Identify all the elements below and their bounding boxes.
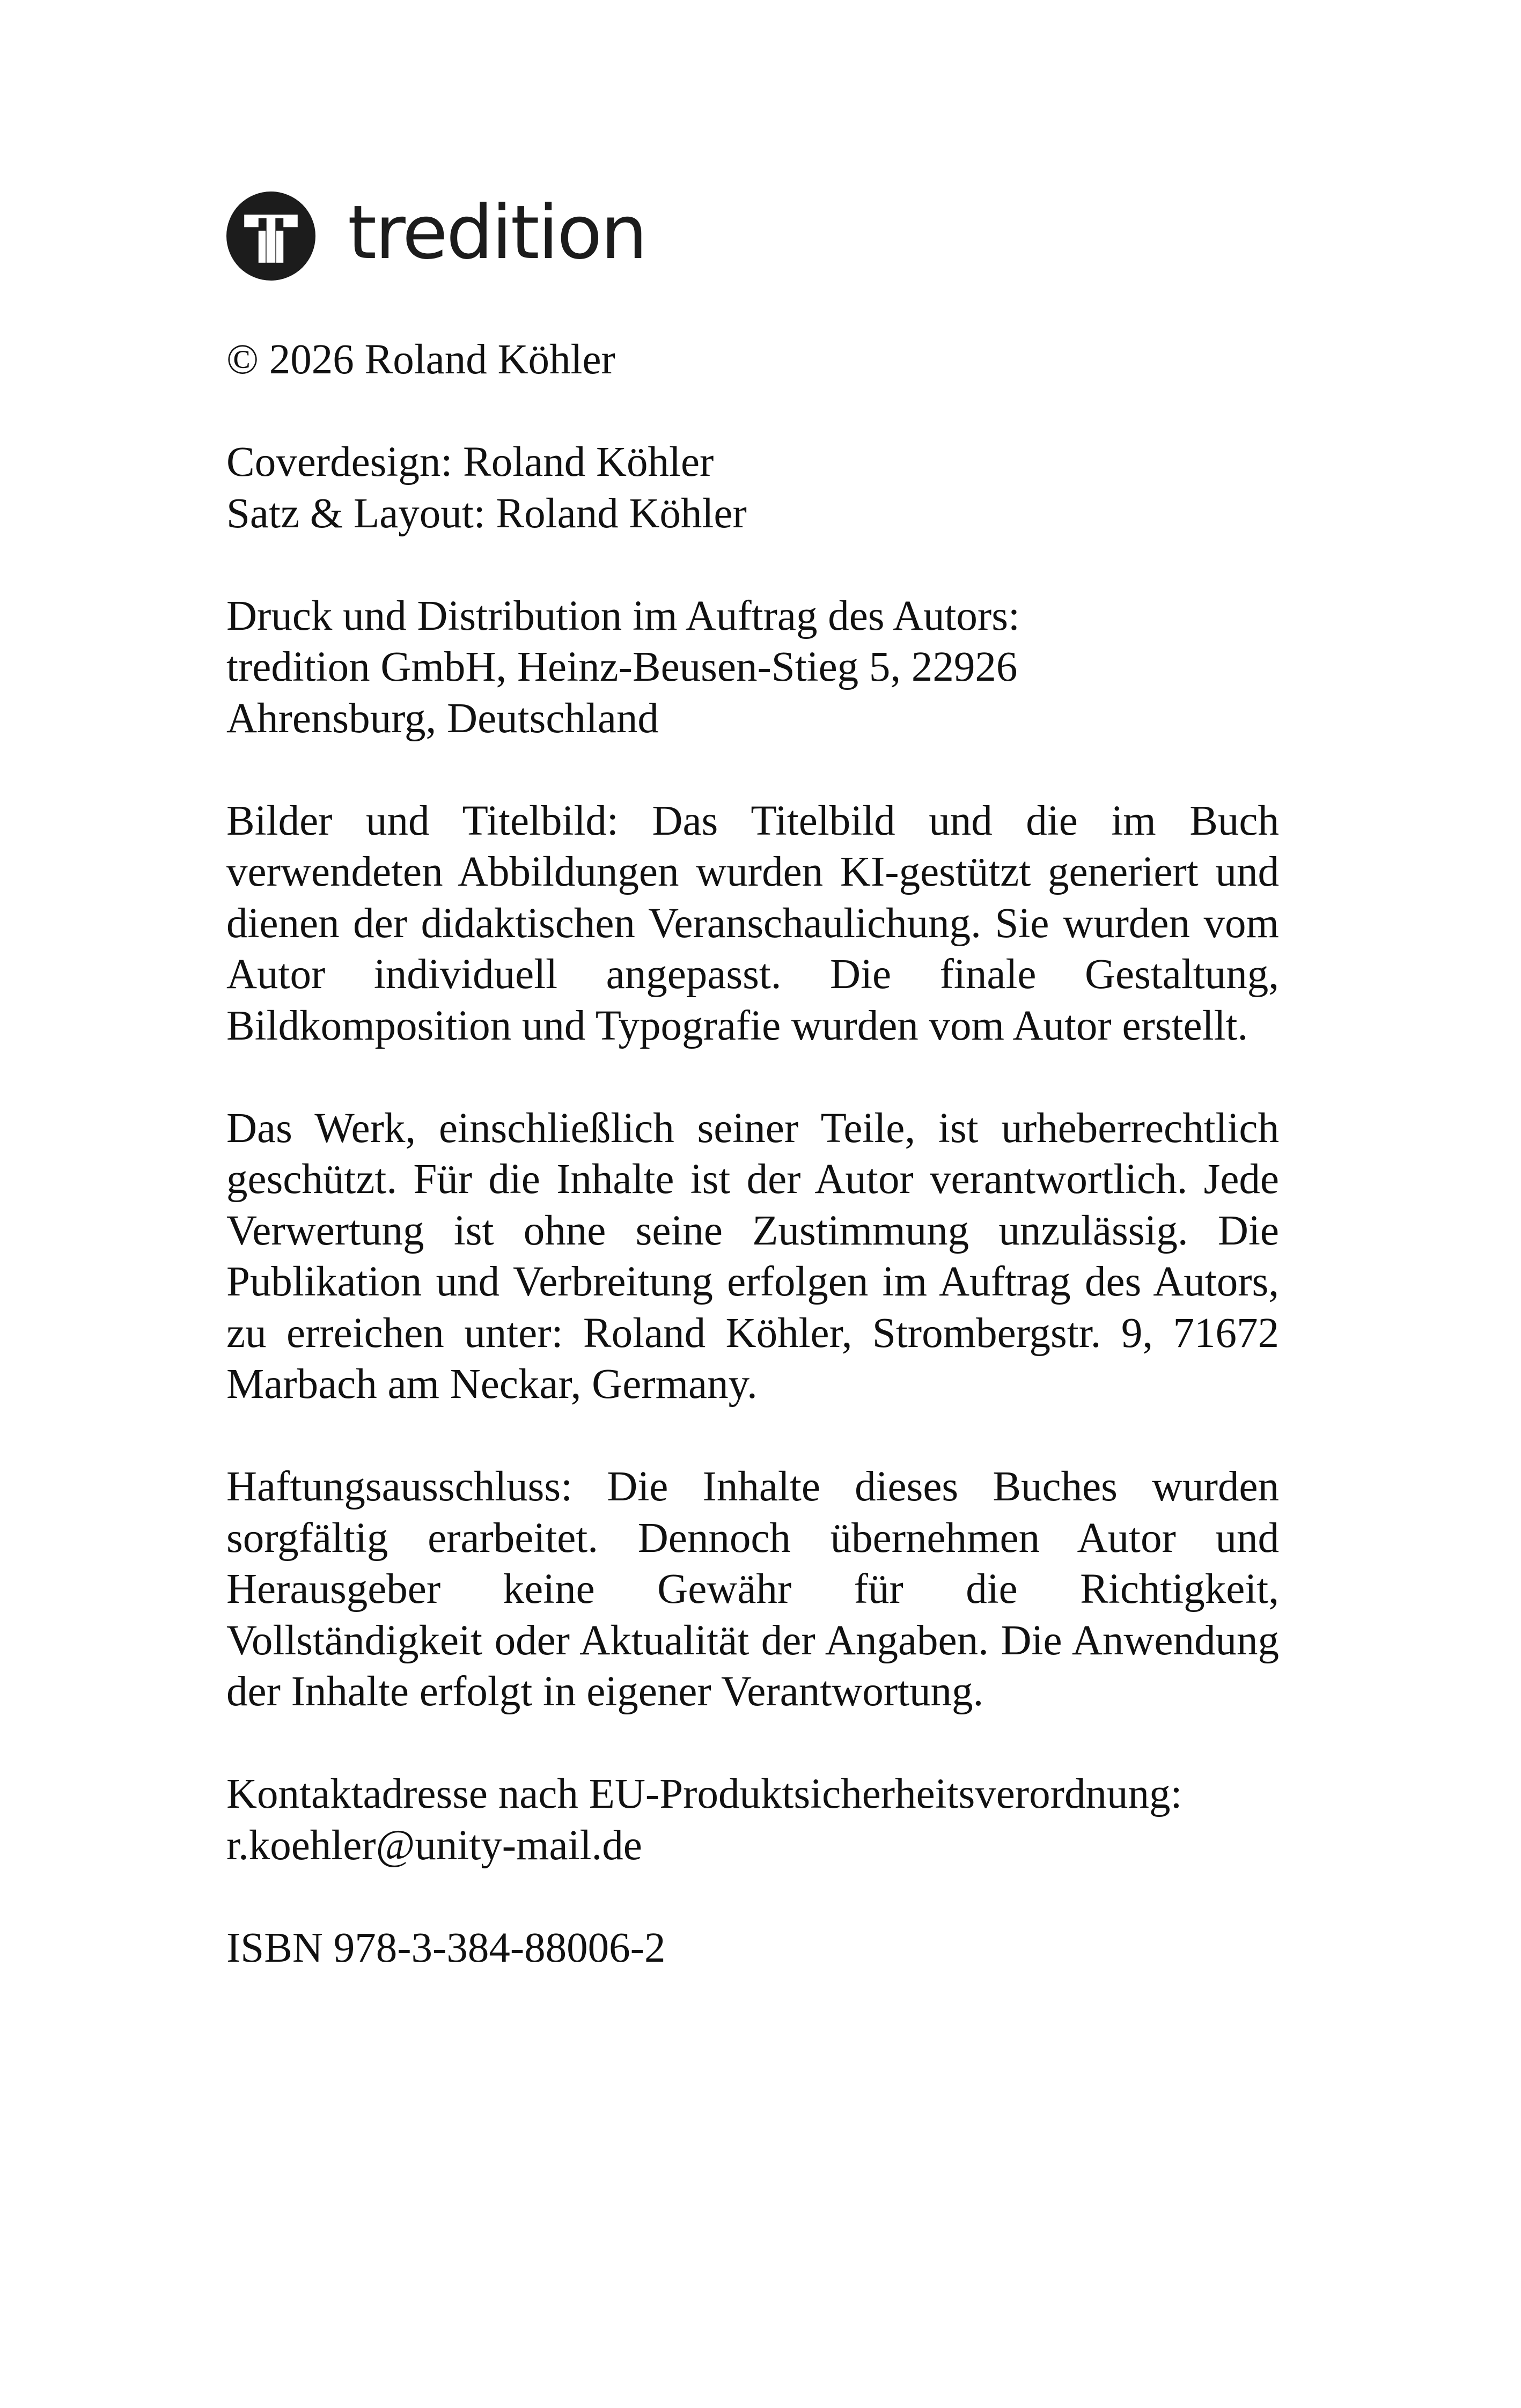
contact-email: r.koehler@unity-mail.de xyxy=(226,1822,642,1869)
images-notice: Bilder und Titelbild: Das Titelbild und die im Buch verwendeten Abbildungen wurden KI-gestützt generiert und dienen der didaktischen Veranschaulichung. Sie wurden vom Autor individuell angepasst. Die finale Gestaltung, Bildkomposition und Typografie wurden vom Autor erstellt. xyxy=(226,797,1279,1049)
credits-block xyxy=(226,437,1279,539)
contact-block xyxy=(226,1769,1279,1871)
cover-credit: Coverdesign: Roland Köhler xyxy=(226,439,714,485)
disclaimer: Haftungsausschluss: Die Inhalte dieses Buches wurden sorgfältig erarbeitet. Dennoch übernehmen Autor und Herausgeber keine Gewähr für die Richtigkeit, Vollständigkeit oder Aktualität der Angaben. Die Anwendung der Inhalte erfolgt in eigener Verantwortung. xyxy=(226,1463,1279,1715)
imprint-text xyxy=(226,334,1279,1973)
tredition-logo-icon xyxy=(226,192,315,281)
print-line-1: Druck und Distribution im Auftrag des Autors: xyxy=(226,592,1020,639)
contact-label: Kontaktadresse nach EU-Produktsicherheitsverordnung: xyxy=(226,1771,1182,1817)
publisher-logo-text: tredition xyxy=(348,189,646,276)
imprint-page xyxy=(226,190,1279,2025)
isbn: ISBN 978-3-384-88006-2 xyxy=(226,1924,666,1971)
print-line-3: Ahrensburg, Deutschland xyxy=(226,695,659,742)
rights-notice: Das Werk, einschließlich seiner Teile, ist urheberrechtlich geschützt. Für die Inhalte ist der Autor verantwortlich. Jede Verwertung ist ohne seine Zustimmung unzulässig. Die Publikation und Verbreitung erfolgen im Auftrag des Autors, zu erreichen unter: Roland Köhler, Strombergstr. 9, 71672 Marbach am Neckar, Germany. xyxy=(226,1104,1279,1408)
copyright-line: © 2026 Roland Köhler xyxy=(226,336,615,383)
print-line-2: tredition GmbH, Heinz-Beusen-Stieg 5, 22926 xyxy=(226,644,1018,690)
publisher-logo xyxy=(226,190,1279,282)
layout-credit: Satz & Layout: Roland Köhler xyxy=(226,490,747,537)
print-distribution-block xyxy=(226,591,1279,745)
